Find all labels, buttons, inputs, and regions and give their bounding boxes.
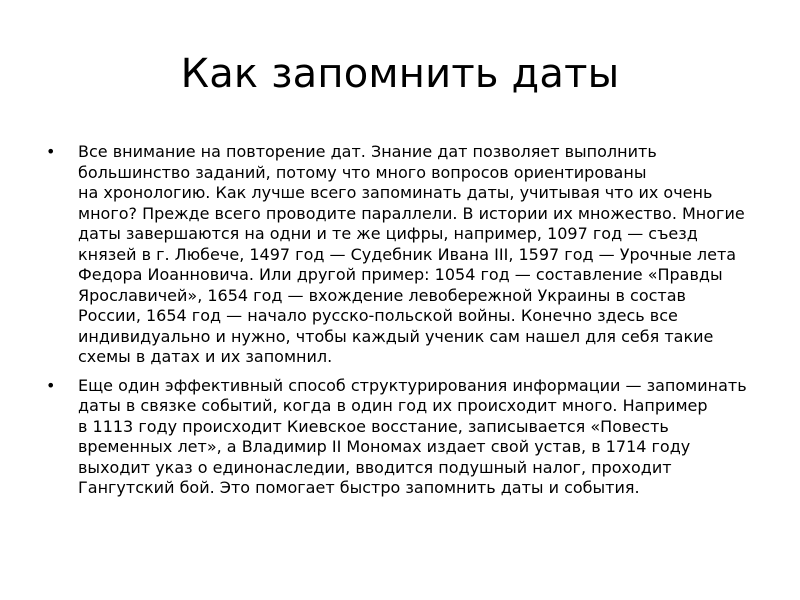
text-line: схемы в датах и их запомнил.	[78, 347, 333, 366]
text-line: выходит указ о единонаследии, вводится подушный налог, проходит	[78, 457, 672, 477]
text-line: в 1113 году происходит Киевское восстание, записывается «Повесть	[78, 416, 669, 436]
text-line: даты завершаются на одни и те же цифры, например, 1097 год — съезд	[78, 224, 698, 243]
bullet-dot-icon: •	[46, 375, 56, 395]
bullet-dot-icon: •	[46, 142, 56, 161]
text-line: Еще один эффективный способ структурирования информации — запоминать	[78, 375, 747, 395]
text-line: много? Прежде всего проводите параллели. В истории их множество. Многие	[78, 203, 745, 223]
text-line: временных лет», а Владимир II Мономах издает свой устав, в 1714 году	[78, 437, 691, 456]
bullet-item	[40, 142, 745, 368]
text-line: Все внимание на повторение дат. Знание дат позволяет выполнить	[78, 142, 657, 161]
text-line: на хронологию. Как лучше всего запоминать даты, учитывая что их очень	[78, 183, 713, 202]
bullet-item	[40, 375, 747, 499]
text-line: Гангутский бой. Это помогает быстро запомнить даты и события.	[78, 478, 640, 497]
text-line: Ярославичей», 1654 год — вхождение левобережной Украины в состав	[78, 285, 686, 305]
text-line: большинство заданий, потому что много вопросов ориентированы	[78, 162, 647, 182]
slide-title: Как запомнить даты	[180, 51, 620, 97]
bullet-text	[78, 375, 747, 499]
text-line: Федора Иоанновича. Или другой пример: 1054 год — составление «Правды	[78, 265, 723, 284]
text-line: индивидуально и нужно, чтобы каждый ученик сам нашел для себя такие	[78, 326, 714, 346]
bullet-text	[78, 142, 745, 368]
text-line: России, 1654 год — начало русско-польской войны. Конечно здесь все	[78, 306, 678, 325]
text-line: даты в связке событий, когда в один год их происходит много. Например	[78, 396, 708, 415]
bullet-list	[40, 142, 747, 507]
text-line: князей в г. Любече, 1497 год — Судебник Ивана III, 1597 год — Урочные лета	[78, 244, 737, 264]
